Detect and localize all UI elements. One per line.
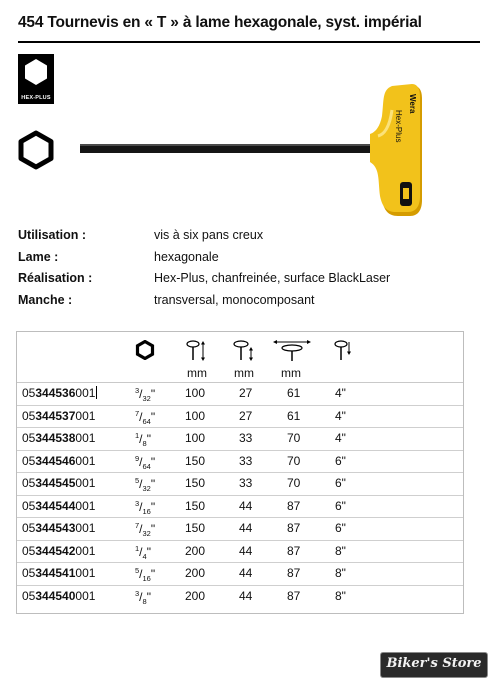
spec-row bbox=[18, 271, 478, 293]
article-number: 05344544001 bbox=[22, 498, 96, 513]
hex-plus-badge-label: HEX-PLUS bbox=[21, 95, 51, 101]
hex-plus-badge bbox=[18, 54, 54, 104]
article-number: 05344546001 bbox=[22, 453, 96, 468]
article-number: 05344536001 bbox=[22, 386, 96, 400]
hex-size-fraction: $^3/_{16}$" bbox=[135, 498, 156, 516]
spec-value: transversal, monocomposant bbox=[154, 292, 315, 307]
inch-length-icon bbox=[333, 340, 353, 362]
specifications bbox=[18, 228, 478, 314]
table-row bbox=[17, 562, 463, 586]
unit-label: mm bbox=[234, 366, 254, 380]
handle-width: 61 bbox=[287, 408, 301, 423]
spec-key: Lame : bbox=[18, 249, 59, 264]
length-l1: 33 bbox=[239, 476, 253, 490]
spec-key: Manche : bbox=[18, 292, 73, 307]
table-row bbox=[17, 405, 463, 429]
article-number: 05344541001 bbox=[22, 566, 96, 580]
spec-value: vis à six pans creux bbox=[154, 228, 264, 242]
spec-value: hexagonale bbox=[154, 249, 219, 264]
length-l: 150 bbox=[185, 521, 206, 535]
inch-length: 4" bbox=[335, 386, 346, 400]
length-l1: 44 bbox=[239, 498, 253, 513]
handle-brand-text: Wera bbox=[408, 94, 417, 114]
store-watermark: Biker's Store bbox=[380, 652, 488, 678]
spec-value: Hex-Plus, chanfreinée, surface BlackLaser bbox=[154, 271, 391, 285]
length-l1: 44 bbox=[239, 543, 253, 558]
table-row bbox=[17, 450, 463, 474]
table-row bbox=[17, 472, 463, 496]
handle-width: 70 bbox=[287, 431, 301, 445]
handle-width: 87 bbox=[287, 498, 301, 513]
handle-width: 61 bbox=[287, 386, 301, 400]
hex-size-fraction: $^3/_{32}$" bbox=[135, 386, 156, 403]
hex-size-fraction: $^1/_8$" bbox=[135, 431, 151, 448]
page-title: 454 Tournevis en « T » à lame hexagonale, syst. impérial bbox=[18, 14, 422, 31]
hex-size-fraction: $^5/_{32}$" bbox=[135, 476, 156, 493]
article-number: 05344538001 bbox=[22, 431, 96, 445]
shaft-length-icon bbox=[231, 340, 255, 362]
handle-hexplus-text: Hex-Plus bbox=[394, 110, 403, 143]
hex-size-icon bbox=[135, 340, 155, 360]
inch-length: 8" bbox=[335, 588, 346, 603]
length-l: 150 bbox=[185, 498, 206, 513]
inch-length: 4" bbox=[335, 408, 346, 423]
spec-row bbox=[18, 250, 478, 272]
spec-key: Utilisation : bbox=[18, 228, 87, 242]
table-row bbox=[17, 495, 463, 519]
inch-length: 8" bbox=[335, 543, 346, 558]
length-icon bbox=[185, 340, 207, 362]
length-l1: 33 bbox=[239, 453, 253, 468]
spec-row bbox=[18, 228, 478, 250]
title-divider bbox=[18, 41, 480, 43]
spec-row bbox=[18, 293, 478, 315]
product-table bbox=[16, 331, 464, 614]
length-l1: 44 bbox=[239, 588, 253, 603]
article-number: 05344543001 bbox=[22, 521, 96, 535]
handle-width: 87 bbox=[287, 588, 301, 603]
inch-length: 6" bbox=[335, 498, 346, 513]
table-row bbox=[17, 585, 463, 608]
handle-width: 87 bbox=[287, 543, 301, 558]
length-l1: 44 bbox=[239, 566, 253, 580]
hex-size-fraction: $^5/_{16}$" bbox=[135, 566, 156, 583]
table-row bbox=[17, 540, 463, 564]
unit-label: mm bbox=[281, 366, 301, 380]
length-l: 200 bbox=[185, 543, 206, 558]
handle-width: 70 bbox=[287, 453, 301, 468]
article-number: 05344545001 bbox=[22, 476, 96, 490]
handle-width: 87 bbox=[287, 566, 301, 580]
length-l: 100 bbox=[185, 408, 206, 423]
article-number: 05344540001 bbox=[22, 588, 96, 603]
inch-length: 4" bbox=[335, 431, 346, 445]
length-l: 150 bbox=[185, 453, 206, 468]
hexagon-icon bbox=[24, 58, 48, 86]
inch-length: 8" bbox=[335, 566, 346, 580]
length-l1: 27 bbox=[239, 386, 253, 400]
hex-size-fraction: $^7/_{64}$" bbox=[135, 408, 156, 426]
length-l1: 27 bbox=[239, 408, 253, 423]
hex-profile-icon bbox=[16, 130, 56, 170]
table-header bbox=[17, 332, 463, 383]
inch-length: 6" bbox=[335, 521, 346, 535]
article-number: 05344542001 bbox=[22, 543, 96, 558]
table-row bbox=[17, 517, 463, 541]
length-l: 100 bbox=[185, 386, 206, 400]
t-handle-screwdriver-image bbox=[78, 84, 468, 224]
inch-length: 6" bbox=[335, 453, 346, 468]
table-row bbox=[17, 427, 463, 451]
handle-width-icon bbox=[272, 340, 312, 362]
hex-size-fraction: $^3/_8$" bbox=[135, 588, 151, 606]
handle-width: 70 bbox=[287, 476, 301, 490]
length-l: 200 bbox=[185, 566, 206, 580]
length-l: 150 bbox=[185, 476, 206, 490]
unit-label: mm bbox=[187, 366, 207, 380]
length-l1: 33 bbox=[239, 431, 253, 445]
spec-key: Réalisation : bbox=[18, 271, 93, 285]
hex-size-fraction: $^7/_{32}$" bbox=[135, 521, 156, 538]
hex-size-fraction: $^1/_4$" bbox=[135, 543, 151, 561]
inch-length: 6" bbox=[335, 476, 346, 490]
article-number: 05344537001 bbox=[22, 408, 96, 423]
table-row bbox=[17, 382, 463, 406]
length-l1: 44 bbox=[239, 521, 253, 535]
hex-size-fraction: $^9/_{64}$" bbox=[135, 453, 156, 471]
length-l: 100 bbox=[185, 431, 206, 445]
handle-width: 87 bbox=[287, 521, 301, 535]
length-l: 200 bbox=[185, 588, 206, 603]
